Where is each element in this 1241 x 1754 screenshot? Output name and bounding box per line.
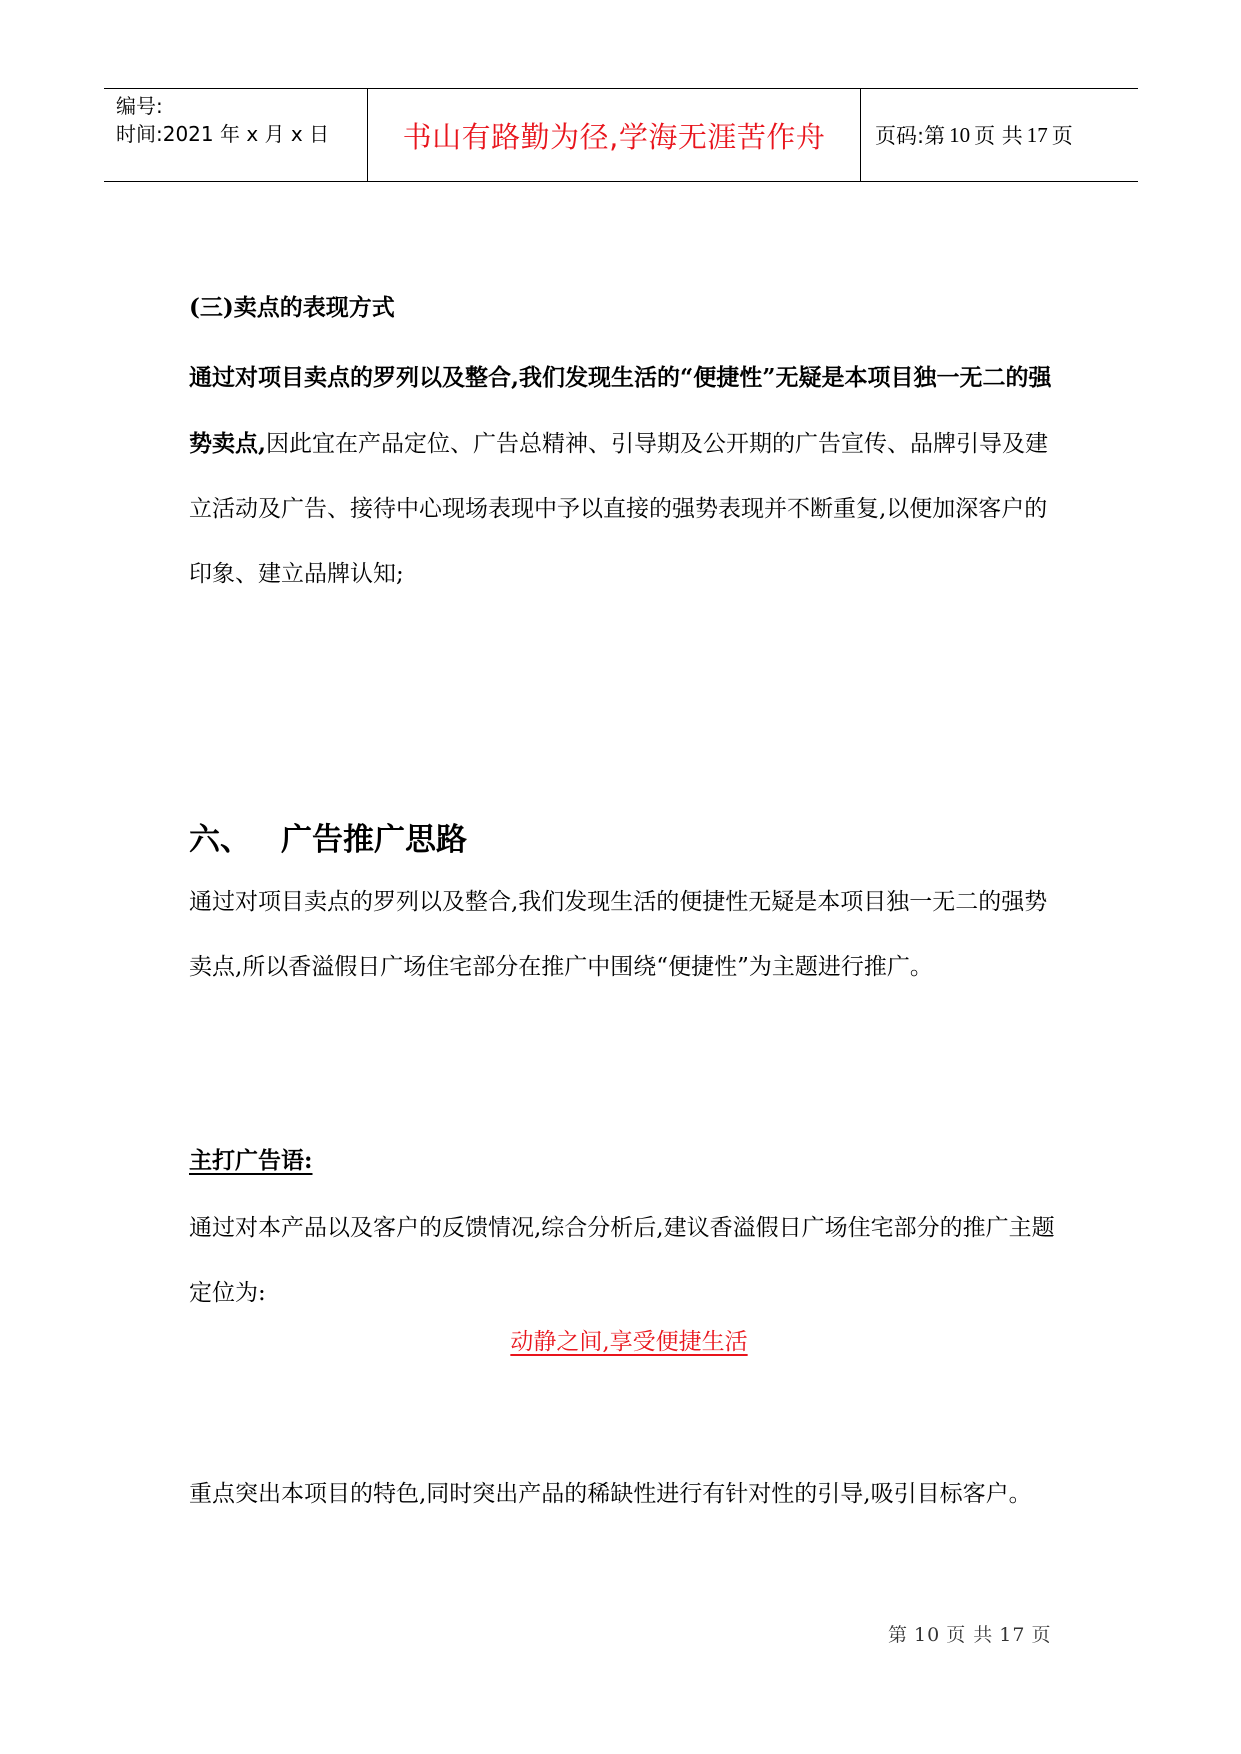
header-motto: 书山有路勤为径,学海无涯苦作舟 (402, 119, 826, 154)
footer-page-total: 17 (999, 1624, 1026, 1646)
page-header (104, 88, 1138, 182)
slogan-intro-body (189, 1196, 1069, 1326)
header-page-prefix: 页码:第 (875, 124, 946, 148)
section-heading-advertising (189, 814, 467, 859)
selling-point-bold-text: 通过对项目卖点的罗列以及整合,我们发现生活的“便捷性”无疑是本项目独一无二的强势卖点, (189, 364, 1052, 457)
selling-point-paragraph (189, 345, 1069, 607)
slogan-heading: 主打广告语: (189, 1147, 313, 1174)
selling-point-heading: (三)卖点的表现方式 (189, 294, 395, 321)
serial-number-label: 编号: (116, 94, 163, 118)
section-title: 广告推广思路 (281, 822, 467, 858)
footer-page-current: 10 (914, 1624, 941, 1646)
slogan-text: 动静之间,享受便捷生活 (510, 1329, 748, 1355)
header-page-current: 10 (949, 122, 971, 147)
slogan-intro-paragraph: 通过对本产品以及客户的反馈情况,综合分析后,建议香溢假日广场住宅部分的推广主题定位为: (189, 1215, 1055, 1306)
closing-paragraph: 重点突出本项目的特色,同时突出产品的稀缺性进行有针对性的引导,吸引目标客户。 (189, 1481, 1032, 1507)
footer-prefix: 第 (888, 1624, 909, 1646)
footer-suffix: 页 (1031, 1624, 1052, 1646)
footer-mid: 页 共 (946, 1624, 994, 1646)
header-meta-cell (104, 89, 368, 181)
header-motto-cell (368, 89, 861, 181)
closing-body (189, 1462, 1069, 1527)
time-label: 时间:2021 年 x 月 x 日 (116, 122, 330, 146)
page-footer (888, 1620, 1051, 1647)
advertising-body (189, 870, 1069, 1000)
header-page-cell (861, 89, 1138, 181)
header-page-suffix: 页 (1051, 124, 1073, 148)
header-page-total: 17 (1026, 122, 1048, 147)
selling-point-body (189, 345, 1069, 607)
selling-point-rest-text: 因此宜在产品定位、广告总精神、引导期及公开期的广告宣传、品牌引导及建立活动及广告、接待中心现场表现中予以直接的强势表现并不断重复,以便加深客户的印象、建立品牌认知; (189, 431, 1049, 587)
advertising-paragraph: 通过对项目卖点的罗列以及整合,我们发现生活的便捷性无疑是本项目独一无二的强势卖点,所以香溢假日广场住宅部分在推广中围绕“便捷性”为主题进行推广。 (189, 889, 1048, 980)
header-page-mid: 页 共 (974, 124, 1023, 148)
section-number: 六、 (189, 822, 251, 858)
